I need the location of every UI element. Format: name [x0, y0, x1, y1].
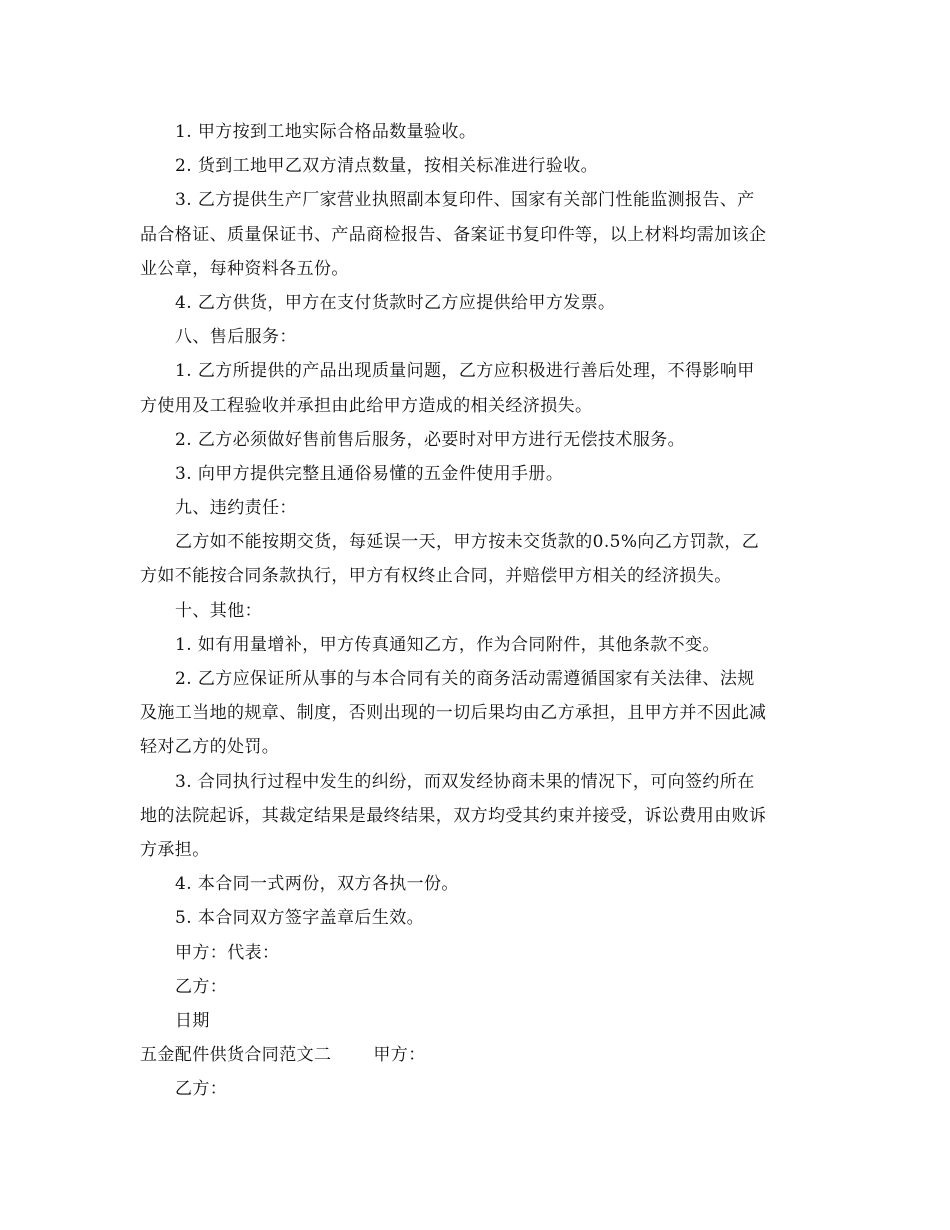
clause-7-3-line-1: 3. 乙方提供生产厂家营业执照副本复印件、国家有关部门性能监测报告、产	[175, 190, 755, 211]
clause-8-2: 2. 乙方必须做好售前售后服务，必要时对甲方进行无偿技术服务。	[175, 429, 686, 450]
second-contract-party-b: 乙方：	[175, 1079, 228, 1100]
clause-10-3-line-2: 地的法院起诉，其裁定结果是最终结果，双方均受其约束并接受，诉讼费用由败诉	[140, 805, 767, 826]
clause-8-1-line-1: 1. 乙方所提供的产品出现质量问题，乙方应积极进行善后处理，不得影响甲	[175, 361, 755, 382]
clause-10-2-line-2: 及施工当地的规章、制度，否则出现的一切后果均由乙方承担，且甲方并不因此减	[140, 703, 767, 724]
second-contract-party-a: 甲方：	[373, 1045, 426, 1066]
clause-9-line-1: 乙方如不能按期交货，每延误一天，甲方按未交货款的0.5%向乙方罚款，乙	[175, 532, 760, 553]
clause-7-1: 1. 甲方按到工地实际合格品数量验收。	[175, 122, 477, 142]
clause-10-5: 5. 本合同双方签字盖章后生效。	[175, 908, 425, 929]
section-9-heading: 九、违约责任：	[175, 498, 297, 519]
clause-10-1: 1. 如有用量增补，甲方传真通知乙方，作为合同附件，其他条款不变。	[175, 634, 720, 655]
clause-7-3-line-2: 品合格证、质量保证书、产品商检报告、备案证书复印件等，以上材料均需加该企	[140, 224, 767, 245]
clause-7-2: 2. 货到工地甲乙双方清点数量，按相关标准进行验收。	[175, 156, 599, 177]
clause-8-1-line-2: 方使用及工程验收并承担由此给甲方造成的相关经济损失。	[140, 395, 593, 416]
signature-date: 日期	[175, 1010, 210, 1031]
clause-8-3: 3. 向甲方提供完整且通俗易懂的五金件使用手册。	[175, 463, 564, 484]
section-10-heading: 十、其他：	[175, 600, 262, 621]
contract-text	[140, 115, 820, 1106]
second-contract-title: 五金配件供货合同范文二	[140, 1045, 332, 1066]
clause-9-line-2: 方如不能按合同条款执行，甲方有权终止合同，并赔偿甲方相关的经济损失。	[140, 566, 732, 587]
clause-10-3-line-1: 3. 合同执行过程中发生的纠纷，而双发经协商未果的情况下，可向签约所在	[175, 771, 755, 792]
clause-7-4: 4. 乙方供货，甲方在支付货款时乙方应提供给甲方发票。	[175, 292, 616, 313]
signature-party-a: 甲方：代表：	[175, 942, 280, 963]
section-8-heading: 八、售后服务：	[175, 327, 297, 348]
clause-10-4: 4. 本合同一式两份，双方各执一份。	[175, 874, 459, 895]
second-contract-heading	[140, 1038, 820, 1072]
clause-10-2-line-1: 2. 乙方应保证所从事的与本合同有关的商务活动需遵循国家有关法律、法规	[175, 669, 755, 689]
clause-7-3-line-3: 业公章，每种资料各五份。	[140, 258, 349, 279]
clause-10-2-line-3: 轻对乙方的处罚。	[140, 737, 280, 758]
clause-10-3-line-3: 方承担。	[140, 839, 210, 860]
signature-party-b: 乙方：	[175, 976, 228, 997]
